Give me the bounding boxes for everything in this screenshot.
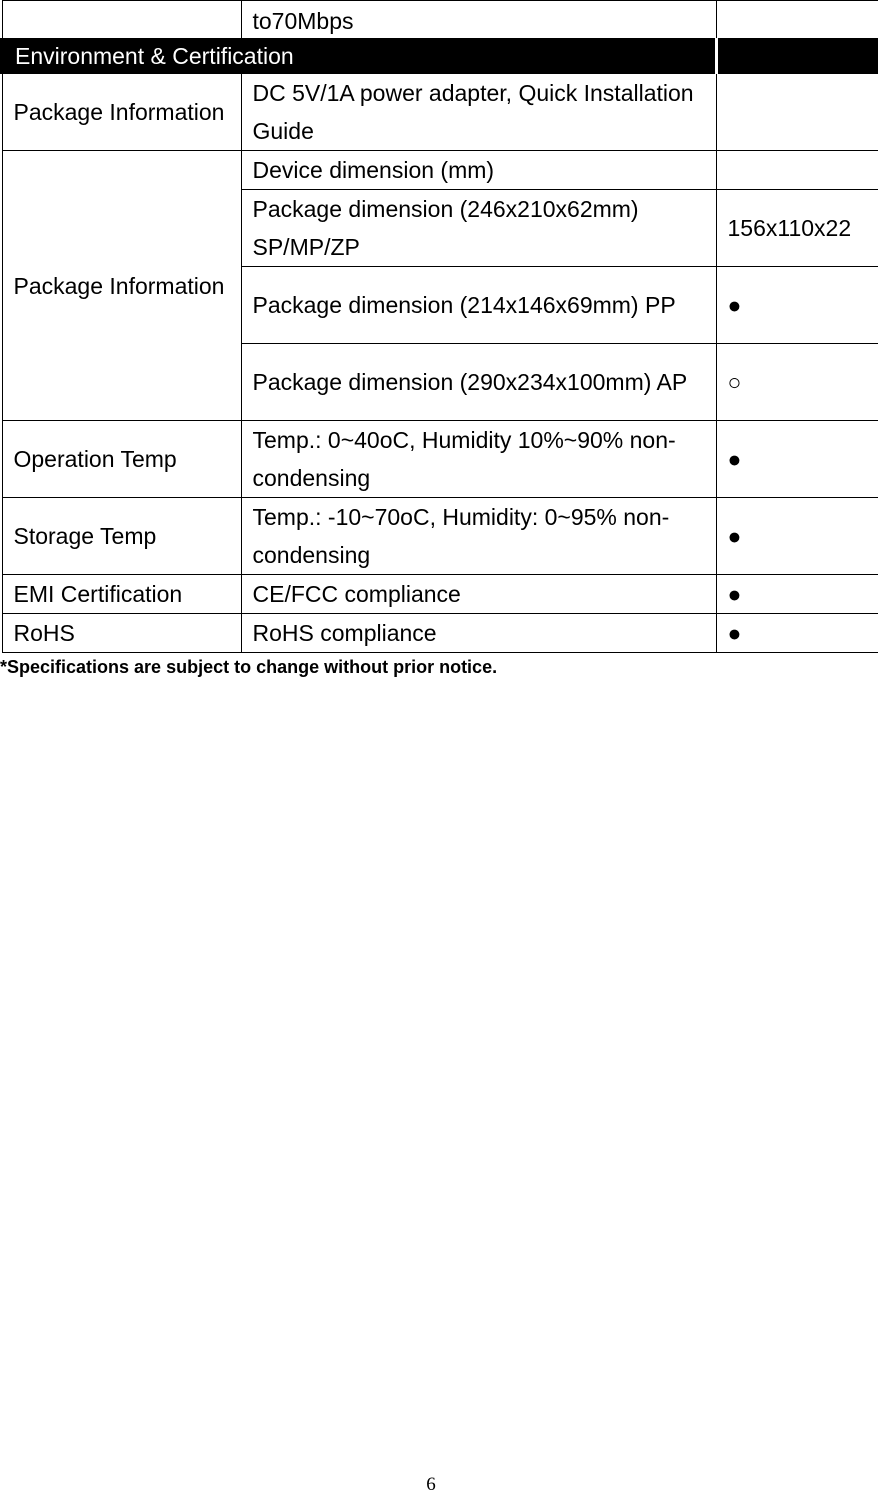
table-row — [2, 498, 878, 575]
table-row — [2, 614, 878, 653]
description-cell: Temp.: -10~70oC, Humidity: 0~95% non-condensing — [241, 498, 716, 575]
value-cell: ● — [716, 614, 878, 653]
label-cell: Package Information — [2, 74, 241, 151]
value-cell: ● — [716, 421, 878, 498]
label-cell: RoHS — [2, 614, 241, 653]
value-cell — [716, 74, 878, 151]
page-number: 6 — [426, 1474, 436, 1495]
section-header-row — [2, 39, 878, 74]
label-cell: Storage Temp — [2, 498, 241, 575]
description-cell: DC 5V/1A power adapter, Quick Installation Guide — [241, 74, 716, 151]
description-cell: CE/FCC compliance — [241, 575, 716, 614]
specification-table — [0, 0, 878, 653]
value-cell: ● — [716, 267, 878, 344]
value-cell: ● — [716, 575, 878, 614]
table-row — [2, 1, 878, 39]
description-cell: Device dimension (mm) — [241, 151, 716, 190]
description-cell: Package dimension (214x146x69mm) PP — [241, 267, 716, 344]
section-header: Environment & Certification — [2, 39, 716, 74]
description-cell: Package dimension (290x234x100mm) AP — [241, 344, 716, 421]
label-cell: EMI Certification — [2, 575, 241, 614]
table-row — [2, 421, 878, 498]
description-cell: Temp.: 0~40oC, Humidity 10%~90% non-condensing — [241, 421, 716, 498]
table-row — [2, 575, 878, 614]
label-cell — [2, 1, 241, 39]
section-header-value-cell — [716, 39, 878, 74]
table-row — [2, 74, 878, 151]
value-cell: 156x110x22 — [716, 190, 878, 267]
value-cell — [716, 1, 878, 39]
table-row — [2, 151, 878, 190]
description-cell: to70Mbps — [241, 1, 716, 39]
label-cell: Package Information — [2, 151, 241, 421]
value-cell: ○ — [716, 344, 878, 421]
value-cell — [716, 151, 878, 190]
description-cell: Package dimension (246x210x62mm) SP/MP/ZP — [241, 190, 716, 267]
description-cell: RoHS compliance — [241, 614, 716, 653]
value-cell: ● — [716, 498, 878, 575]
footnote: *Specifications are subject to change without prior notice. — [0, 657, 498, 677]
label-cell: Operation Temp — [2, 421, 241, 498]
